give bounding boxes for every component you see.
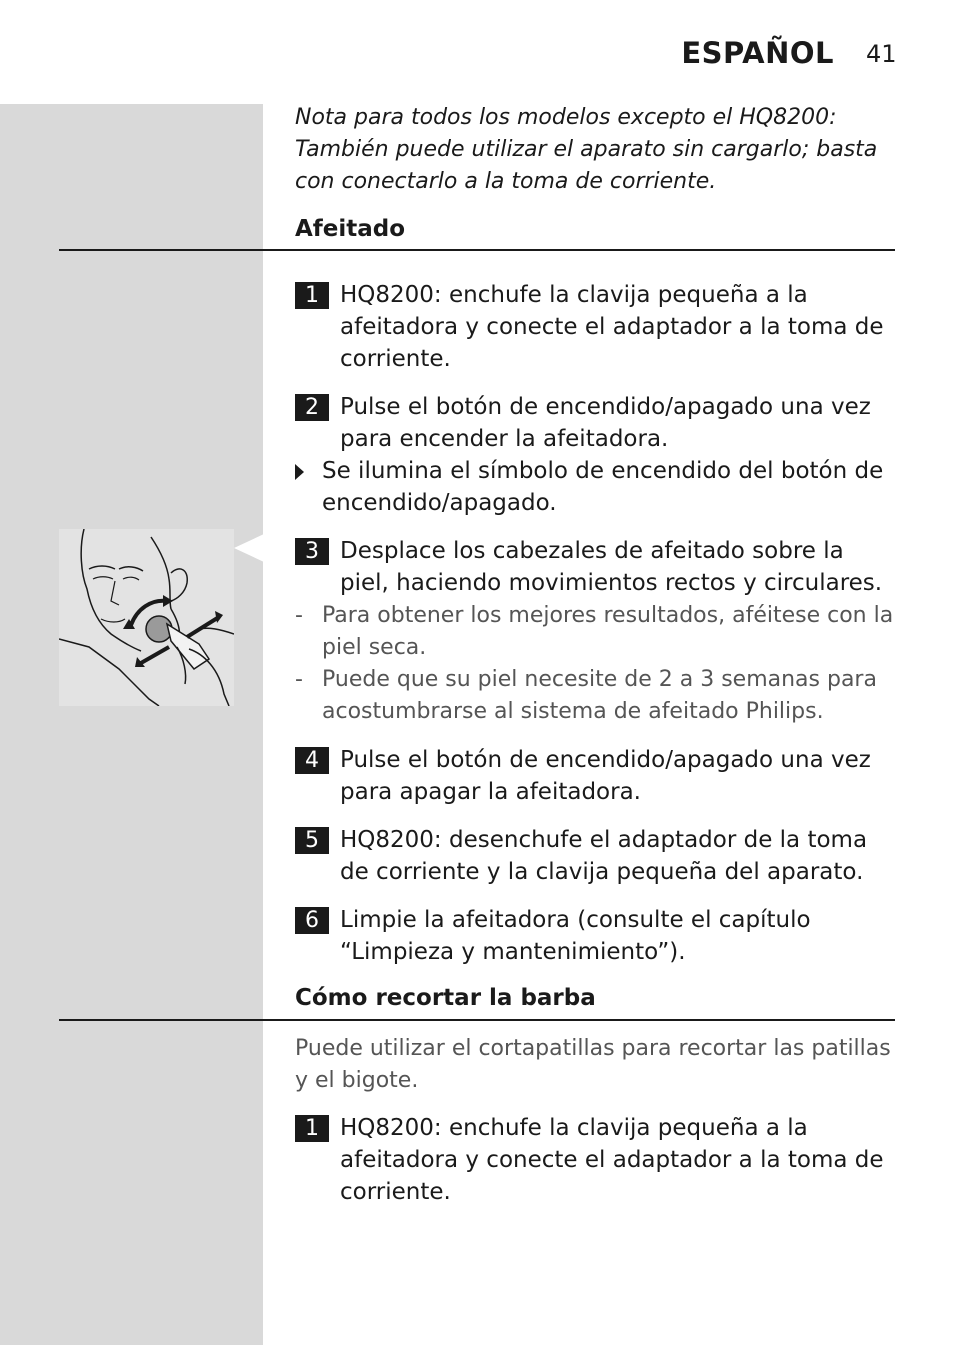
heading-rule [59,1019,895,1021]
step-number-badge: 4 [295,747,329,774]
tip-dash: - [295,603,303,628]
step-number-badge: 3 [295,538,329,565]
illustration-pointer [234,534,264,562]
shaving-step-2-result [295,455,899,519]
step-number-badge: 1 [295,282,329,309]
heading-shaving: Afeitado [295,216,406,242]
step-text: HQ8200: enchufe la clavija pequeña a la afeitadora y conecte el adaptador a la toma de corriente. [340,1115,884,1205]
step-number-badge: 6 [295,907,329,934]
shaving-tip-2 [295,664,899,728]
note-paragraph: Nota para todos los modelos excepto el HQ8200: También puede utilizar el aparato sin cargarlo; basta con conectarlo a la toma de corriente. [295,105,878,194]
tip-dash: - [295,667,303,692]
trimming-intro: Puede utilizar el cortapatillas para recortar las patillas y el bigote. [295,1036,891,1093]
man-shaving-icon [59,529,234,706]
step-text: Pulse el botón de encendido/apagado una vez para apagar la afeitadora. [340,747,871,805]
shaving-tip-1 [295,600,899,664]
page-number: 41 [866,40,897,68]
heading-rule [59,249,895,251]
shaving-step-4 [295,744,899,808]
step-number-badge: 5 [295,827,329,854]
shaving-step-6 [295,904,899,968]
tip-text: Para obtener los mejores resultados, aféitese con la piel seca. [322,603,894,660]
shaving-step-2 [295,391,899,455]
result-text: Se ilumina el símbolo de encendido del botón de encendido/apagado. [322,458,884,516]
tip-text: Puede que su piel necesite de 2 a 3 semanas para acostumbrarse al sistema de afeitado Philips. [322,667,877,724]
shaving-step-5 [295,824,899,888]
heading-trimming: Cómo recortar la barba [295,985,596,1011]
result-triangle-icon [295,464,304,480]
step-number-badge: 2 [295,394,329,421]
step-text: Pulse el botón de encendido/apagado una vez para encender la afeitadora. [340,394,871,452]
step-text: HQ8200: desenchufe el adaptador de la toma de corriente y la clavija pequeña del aparato. [340,827,868,885]
left-margin-panel [0,104,263,1345]
section-language-title: ESPAÑOL [681,36,834,70]
step-text: Limpie la afeitadora (consulte el capítulo “Limpieza y mantenimiento”). [340,907,811,965]
step-text: HQ8200: enchufe la clavija pequeña a la afeitadora y conecte el adaptador a la toma de corriente. [340,282,884,372]
step-text: Desplace los cabezales de afeitado sobre la piel, haciendo movimientos rectos y circulares. [340,538,883,596]
shaving-step-3 [295,535,899,599]
step-number-badge: 1 [295,1115,329,1142]
shaving-illustration [59,529,234,706]
shaving-step-1 [295,279,899,375]
trimming-step-1 [295,1112,899,1208]
